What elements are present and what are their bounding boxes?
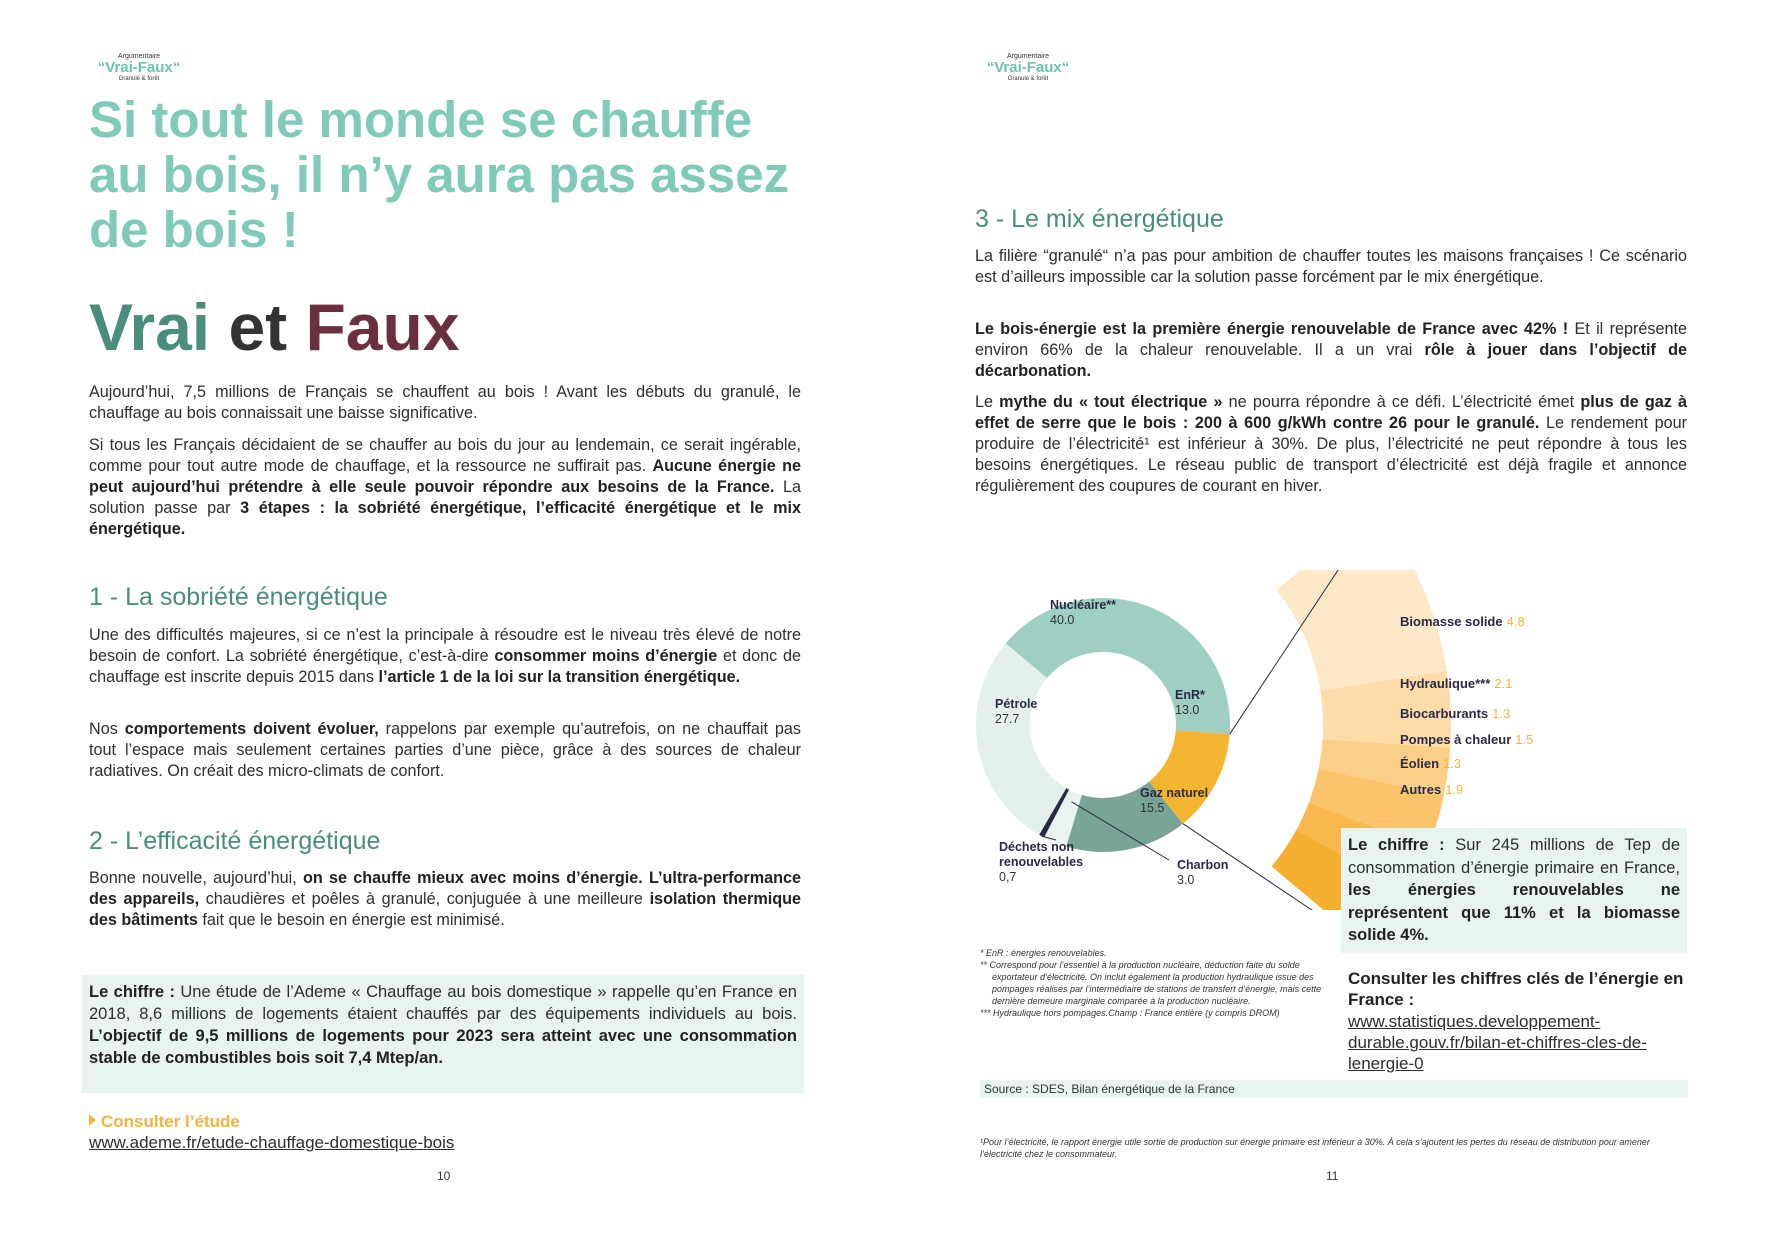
label-biomasse: Biomasse solide 4.8 [1400,614,1525,629]
donut-slice-5 [976,643,1066,834]
label-nucleaire: Nucléaire** 40.0 [1050,598,1117,627]
statistics-link[interactable]: www.statistiques.developpement-durable.gouv.fr/bilan-et-chiffres-cles-de-lenergie-0 [1348,1012,1647,1073]
triangle-right-icon [89,1114,96,1126]
intro-paragraph-2: Si tous les Français décidaient de se chauffer au bois du jour au lendemain, ce serait ingérable, comme pour tout autre mode de chauffage, et la ressource ne suffirait pas. Aucune énergie ne peut aujourd’hui prétendre à elle seule pouvoir répondre aux besoins de la France. La solution passe par 3 étapes : la sobriété énergétique, l’efficacité énergétique et le mix énergétique. [89,436,801,538]
label-pompes: Pompes à chaleur 1.5 [1400,732,1534,747]
study-cta[interactable]: Consulter l’étude [89,1112,240,1132]
key-figure-text: Le chiffre : Une étude de l’Ademe « Chauffage au bois domestique » rappelle qu’en France en 2018, 8,6 millions de logements étaient chauffés par des équipements individuels au bois. L’objectif de 9,5 millions de logements pour 2023 sera atteint avec une consommation stable de combustibles bois soit 7,4 Mtep/an. [89,983,797,1067]
note-nucleaire: ** Correspond pour l’essentiel à la production nucléaire, déduction faite du solde exportateur d’électricité. On inclut également la production hydraulique issue des pompages réalisés par l’intermédiaire de stations de transfert d’énergie, mais cette dernière demeure marginale comparée à la production nucléaire. [980,960,1322,1006]
brand-logo: Argumentaire “Vrai-Faux“ Granulé & forêt [97,53,181,82]
verdict-faux: Faux [305,290,460,364]
note-hydraulique: *** Hydraulique hors pompages.Champ : France entière (y compris DROM) [980,1008,1280,1018]
sobriete-paragraph-1: Une des difficultés majeures, si ce n’est la principale à résoudre est le niveau très élevé de notre besoin de confort. La sobriété énergétique, c’est-à-dire consommer moins d’énergie et donc de chauffage est inscrite depuis 2015 dans l’article 1 de la loi sur la transition énergétique. [89,626,801,686]
label-biocarburants: Biocarburants 1.3 [1400,706,1511,721]
section-title-mix: 3 - Le mix énergétique [975,205,1224,233]
mix-paragraph-3: Le mythe du « tout électrique » ne pourra répondre à ce défi. L’électricité émet plus de gaz à effet de serre que le bois : 200 à 600 g/kWh contre 26 pour le granulé. Le rendement pour produire de l’électricité¹ est inférieur à 30%. De plus, l’électricité ne peut répondre à tous les besoins énergétiques. Le réseau public de transport d’électricité est déjà fragile et annonce régulièrement des coupures de courant en hiver. [975,393,1687,495]
label-gaz: Gaz naturel 15.5 [1140,786,1209,815]
chart-notes [980,947,1330,1019]
ademe-study-link[interactable]: www.ademe.fr/etude-chauffage-domestique-bois [89,1133,455,1152]
breakdown-slice-0 [1276,570,1446,691]
chart-source: Source : SDES, Bilan énergétique de la France [980,1080,1688,1098]
label-enr: EnR* 13.0 [1175,688,1205,717]
section-title-sobriete: 1 - La sobriété énergétique [89,583,388,611]
consult-heading: Consulter les chiffres clés de l’énergie en France : [1348,969,1684,1009]
key-figure-box [82,975,804,1093]
mix-paragraph-2: Le bois-énergie est la première énergie renouvelable de France avec 42% ! Et il représente environ 66% de la chaleur renouvelable. Il a un vrai rôle à jouer dans l’objectif de décarbonation. [975,320,1687,380]
page-title: Si tout le monde se chauffe au bois, il n’y aura pas assez de bois ! [89,91,790,258]
verdict-heading [89,292,460,362]
note-enr: * EnR : énergies renouvelables. [980,948,1107,958]
right-page [886,0,1772,1241]
efficacite-paragraph: Bonne nouvelle, aujourd’hui, on se chauffe mieux avec moins d’énergie. L’ultra-performance des appareils, chaudières et poêles à granulé, conjuguée à une meilleure isolation thermique des bâtiments fait que le besoin en énergie est minimisé. [89,869,802,929]
verdict-et: et [210,290,306,364]
label-autres: Autres 1.9 [1400,782,1464,797]
footnote: ¹Pour l’électricité, le rapport énergie utile sortie de production sur énergie primaire est inférieur à 30%. À cela s’ajoutent les pertes du réseau de distribution pour amener l’électricité chez le consommateur. [980,1137,1650,1159]
label-petrole: Pétrole 27.7 [995,697,1038,726]
label-charbon: Charbon 3.0 [1177,858,1229,887]
label-hydraulique: Hydraulique*** 2.1 [1400,676,1513,691]
label-dechets: Déchets non renouvelables 0,7 [999,840,1084,884]
mix-paragraph-1: La filière “granulé“ n’a pas pour ambition de chauffer toutes les maisons françaises ! Ce scénario est d’ailleurs impossible car la solution passe forcément par le mix énergétique. [975,247,1687,286]
intro-paragraph-1: Aujourd’hui, 7,5 millions de Français se chauffent au bois ! Avant les débuts du granulé, le chauffage au bois connaissait une baisse significative. [89,383,801,422]
sobriete-paragraph-2: Nos comportements doivent évoluer, rappelons par exemple qu’autrefois, on ne chauffait pas tout l’espace mais seulement certaines parties d’une pièce, grâce à des sources de chaleur radiatives. On créait des micro-climats de confort. [89,720,802,780]
page-number-right: 11 [1326,1169,1339,1183]
section-title-efficacite: 2 - L’efficacité énergétique [89,827,381,855]
key-figure-box-right [1341,828,1687,953]
page-number-left: 10 [437,1169,451,1183]
brand-logo: Argumentaire “Vrai-Faux“ Granulé & forêt [986,53,1070,82]
label-eolien: Éolien 1.3 [1400,756,1462,771]
verdict-vrai: Vrai [89,290,211,364]
key-figure-text-right: Le chiffre : Sur 245 millions de Tep de consommation d’énergie primaire en France, les énergies renouvelables ne représentent que 11% et la biomasse solide 4%. [1348,836,1680,944]
